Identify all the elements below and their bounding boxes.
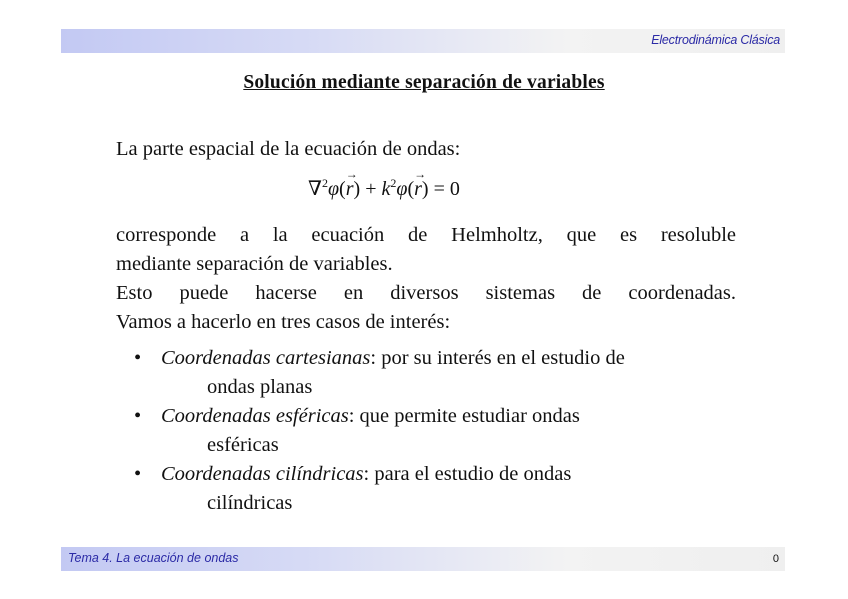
slide-title: Solución mediante separación de variables — [243, 72, 605, 93]
position-vector: → r — [414, 178, 422, 201]
header-band — [61, 29, 785, 53]
bullet-item-spherical — [116, 402, 756, 460]
position-vector: → r — [346, 178, 354, 201]
bullet-term: Coordenadas cartesianas — [161, 347, 371, 369]
bullet-text: : por su interés en el estudio de — [370, 347, 625, 369]
paragraph-line: corresponde a la ecuación de Helmholtz, que es resoluble — [116, 224, 736, 246]
phi-symbol: φ — [396, 178, 408, 200]
bullet-marker: • — [134, 347, 142, 369]
page-number: 0 — [772, 553, 779, 565]
zero-value: 0 — [449, 178, 460, 200]
paragraph-line: Esto puede hacerse en diversos sistemas de coordenadas. — [116, 282, 736, 304]
course-title: Electrodinámica Clásica — [651, 33, 780, 47]
bullet-item-cartesian — [116, 344, 756, 402]
bullet-term: Coordenadas esféricas — [161, 405, 349, 427]
bullet-continuation: cilíndricas — [207, 492, 293, 514]
nabla-symbol: ∇ — [308, 178, 322, 200]
bullet-item-cylindrical — [116, 460, 756, 518]
bullet-marker: • — [134, 463, 142, 485]
bullet-term: Coordenadas cilíndricas — [161, 463, 364, 485]
bullet-text: : para el estudio de ondas — [363, 463, 572, 485]
wavenumber-symbol: k — [381, 178, 391, 200]
bullet-list — [116, 344, 756, 518]
bullet-continuation: esféricas — [207, 434, 279, 456]
exponent: 2 — [321, 176, 328, 190]
bullet-marker: • — [134, 405, 142, 427]
equals-sign: = — [433, 178, 445, 200]
paragraph-line: mediante separación de variables. — [116, 253, 393, 275]
plus-sign: + — [365, 178, 377, 200]
bullet-continuation: ondas planas — [207, 376, 313, 398]
intro-text: La parte espacial de la ecuación de ondas: — [116, 138, 461, 160]
helmholtz-equation: $\nabla^2\varphi(\to r) + k^2\varphi(\to r) = 0$ — [308, 176, 460, 201]
phi-symbol: φ — [327, 178, 340, 200]
bullet-text: : que permite estudiar ondas — [348, 405, 580, 427]
footer-band — [61, 547, 785, 571]
paragraph-line: Vamos a hacerlo en tres casos de interés: — [116, 311, 451, 333]
exponent: 2 — [390, 176, 397, 190]
footer-topic: Tema 4. La ecuación de ondas — [68, 551, 239, 565]
